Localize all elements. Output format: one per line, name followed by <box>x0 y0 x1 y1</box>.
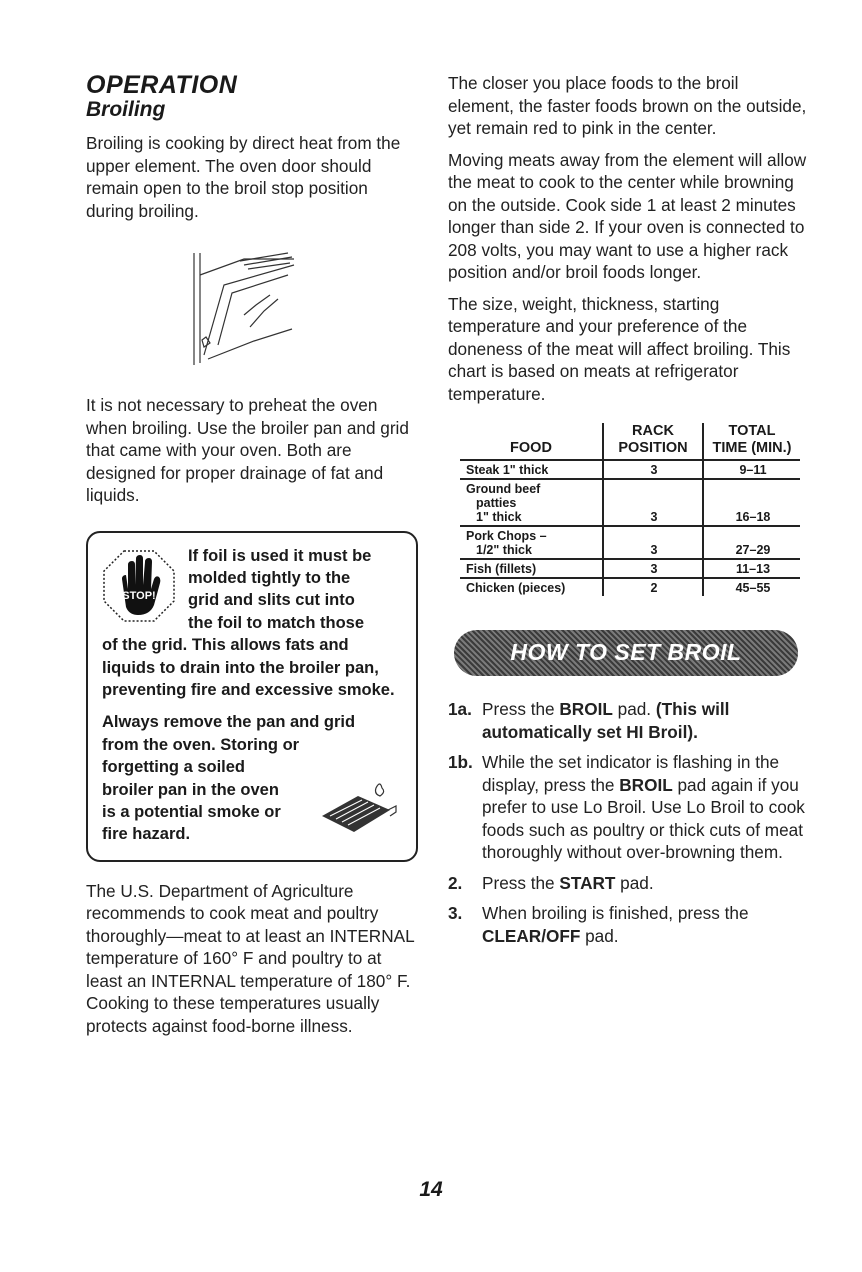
warning2-line-5: is a potential smoke or <box>102 802 281 821</box>
closer-paragraph: The closer you place foods to the broil element, the faster foods brown on the outside, yet remain red to pink in the center. <box>448 73 807 138</box>
subsection-title: Broiling <box>86 98 166 121</box>
oven-door-illustration <box>184 245 334 375</box>
page-number: 14 <box>419 1178 443 1201</box>
header-rack: RACK POSITION <box>603 423 703 460</box>
time-cell: 11–13 <box>703 559 800 578</box>
warning-line-3: grid and slits cut into <box>188 591 355 610</box>
food-cell: Steak 1" thick <box>460 460 603 479</box>
table-row <box>460 578 800 596</box>
warning2-line-6: fire hazard. <box>102 825 191 844</box>
table-row <box>460 559 800 578</box>
warning-line-4: the foil to match those <box>188 613 365 632</box>
stop-label: STOP! <box>122 589 156 602</box>
table-row <box>460 479 800 526</box>
rack-cell: 3 <box>603 460 703 479</box>
step-item: 2. Press the START pad. <box>448 872 654 893</box>
food-cell: Fish (fillets) <box>460 559 603 578</box>
food-cell: Chicken (pieces) <box>460 578 603 596</box>
how-to-set-broil-banner <box>454 630 798 676</box>
time-cell: 27–29 <box>703 526 800 559</box>
step-number: 3. <box>448 903 463 923</box>
step-number: 1b. <box>448 752 473 772</box>
intro-paragraph: Broiling is cooking by direct heat from the upper element. The oven door should remain open to the broil stop position during broiling. <box>86 133 401 221</box>
table-row <box>460 526 800 559</box>
usda-paragraph: The U.S. Department of Agriculture recommends to cook meat and poultry thoroughly—meat to at least an INTERNAL temperature of 160° F and poultry to at least an INTERNAL temperature of 180° F. Cooking to these temperatures usually protects against food-borne illness. <box>86 880 414 1036</box>
warning2-line-1: Always remove the pan and grid <box>102 713 356 732</box>
table-header-row <box>460 423 800 460</box>
warning2-line-3: forgetting a soiled <box>102 758 246 777</box>
header-food: FOOD <box>460 423 603 460</box>
broil-chart-table <box>460 423 800 596</box>
moving-paragraph: Moving meats away from the element will allow the meat to cook to the center while browning on the outside. Cook side 1 at least 2 minutes longer than side 2. If your oven is connected to 208 volts, you may want to use a higher rack position and/or broil foods longer. <box>448 149 807 282</box>
preheat-paragraph: It is not necessary to preheat the oven when broiling. Use the broiler pan and grid that came with your oven. Both are designed for proper drainage of fat and liquids. <box>86 395 409 505</box>
warning2-line-2: from the oven. Storing or <box>102 735 300 754</box>
food-cell: Pork Chops – 1/2" thick <box>460 526 603 559</box>
time-cell: 9–11 <box>703 460 800 479</box>
time-cell: 16–18 <box>703 479 800 526</box>
broiler-pan-icon <box>318 780 398 836</box>
foil-warning-box <box>86 531 418 862</box>
rack-cell: 2 <box>603 578 703 596</box>
time-cell: 45–55 <box>703 578 800 596</box>
stop-hand-icon <box>102 549 176 623</box>
warning-line-1: If foil is used it must be <box>188 546 372 565</box>
rack-cell: 3 <box>603 559 703 578</box>
header-time: TOTAL TIME (MIN.) <box>703 423 800 460</box>
warning-foil-rest: of the grid. This allows fats and liquids to drain into the broiler pan, preventing fire and excessive smoke. <box>102 636 395 699</box>
step-item: 1b. While the set indicator is flashing in the display, press the BROIL pad again if you prefer to use Lo Broil. Use Lo Broil to cook foods such as poultry or thick cuts of meat thoroughly without over-browning them. <box>448 752 805 862</box>
banner-label: HOW TO SET BROIL <box>510 639 742 665</box>
warning-line-2: molded tightly to the <box>188 568 351 587</box>
steps-list <box>448 698 808 947</box>
warning2-line-4: broiler pan in the oven <box>102 780 279 799</box>
right-column <box>448 72 808 955</box>
step-item: 3. When broiling is finished, press the CLEAR/OFF pad. <box>448 903 749 946</box>
left-column <box>86 72 416 1046</box>
table-row <box>460 460 800 479</box>
step-number: 1a. <box>448 699 472 719</box>
step-item: 1a. Press the BROIL pad. (This will automatically set HI Broil). <box>448 699 730 742</box>
step-number: 2. <box>448 872 463 893</box>
warning-first-lines <box>188 545 402 635</box>
section-title: OPERATION <box>86 71 238 99</box>
rack-cell: 3 <box>603 479 703 526</box>
food-cell: Ground beef patties 1" thick <box>460 479 603 526</box>
rack-cell: 3 <box>603 526 703 559</box>
size-paragraph: The size, weight, thickness, starting temperature and your preference of the doneness of the meat will affect broiling. This chart is based on meats at refrigerator temperature. <box>448 293 791 404</box>
